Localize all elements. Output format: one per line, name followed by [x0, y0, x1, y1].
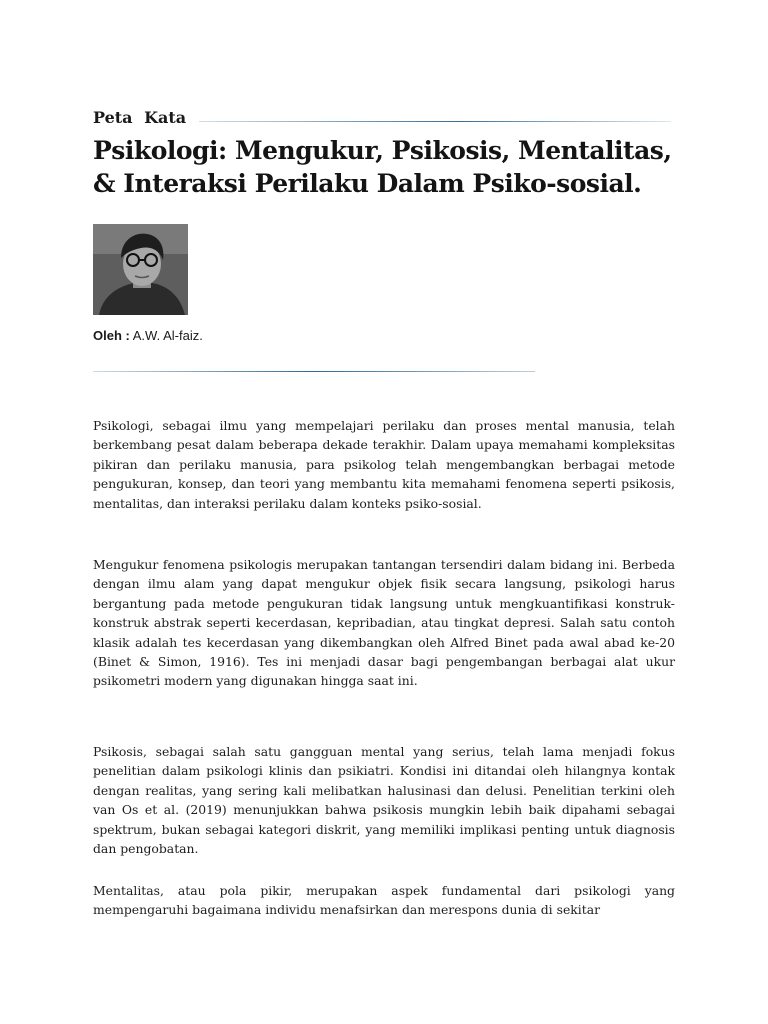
- rubric-rule: [199, 121, 671, 122]
- byline: [93, 328, 203, 343]
- paragraph: Mentalitas, atau pola pikir, merupakan aspek fundamental dari psikologi yang mempengaruhi bagaimana individu menafsirkan dan merespons dunia di sekitar: [93, 883, 675, 918]
- author-photo: [93, 224, 188, 315]
- byline-label: Oleh :: [93, 328, 130, 343]
- paragraph: Psikologi, sebagai ilmu yang mempelajari perilaku dan proses mental manusia, telah berkembang pesat dalam beberapa dekade terakhir. Dalam upaya memahami kompleksitas pikiran dan perilaku manusia, para psikolog telah mengembangkan berbagai metode pengukuran, konsep, dan teori yang membantu kita memahami fenomena seperti psikosis, mentalitas, dan interaksi perilaku dalam konteks psiko-sosial.: [93, 418, 675, 511]
- author-name: A.W. Al-faiz.: [132, 328, 203, 343]
- article-title: Psikologi: Mengukur, Psikosis, Mentalitas, & Interaksi Perilaku Dalam Psiko-sosial.: [93, 136, 672, 198]
- section-divider: [93, 371, 535, 372]
- rubric-label: Peta Kata: [93, 108, 187, 127]
- rubric-row: [93, 108, 675, 130]
- paragraph: Mengukur fenomena psikologis merupakan tantangan tersendiri dalam bidang ini. Berbeda dengan ilmu alam yang dapat mengukur objek fisik secara langsung, psikologi harus bergantung pada metode pengukuran tidak langsung untuk mengkuantifikasi konstruk-konstruk abstrak seperti kecerdasan, kepribadian, atau tingkat depresi. Salah satu contoh klasik adalah tes kecerdasan yang dikembangkan oleh Alfred Binet pada awal abad ke-20 (Binet & Simon, 1916). Tes ini menjadi dasar bagi pengembangan berbagai alat ukur psikometri modern yang digunakan hingga saat ini.: [93, 557, 675, 689]
- paragraph: Psikosis, sebagai salah satu gangguan mental yang serius, telah lama menjadi fokus penelitian dalam psikologi klinis dan psikiatri. Kondisi ini ditandai oleh hilangnya kontak dengan realitas, yang sering kali melibatkan halusinasi dan delusi. Penelitian terkini oleh van Os et al. (2019) menunjukkan bahwa psikosis mungkin lebih baik dipahami sebagai spektrum, bukan sebagai kategori diskrit, yang memiliki implikasi penting untuk diagnosis dan pengobatan.: [93, 744, 675, 857]
